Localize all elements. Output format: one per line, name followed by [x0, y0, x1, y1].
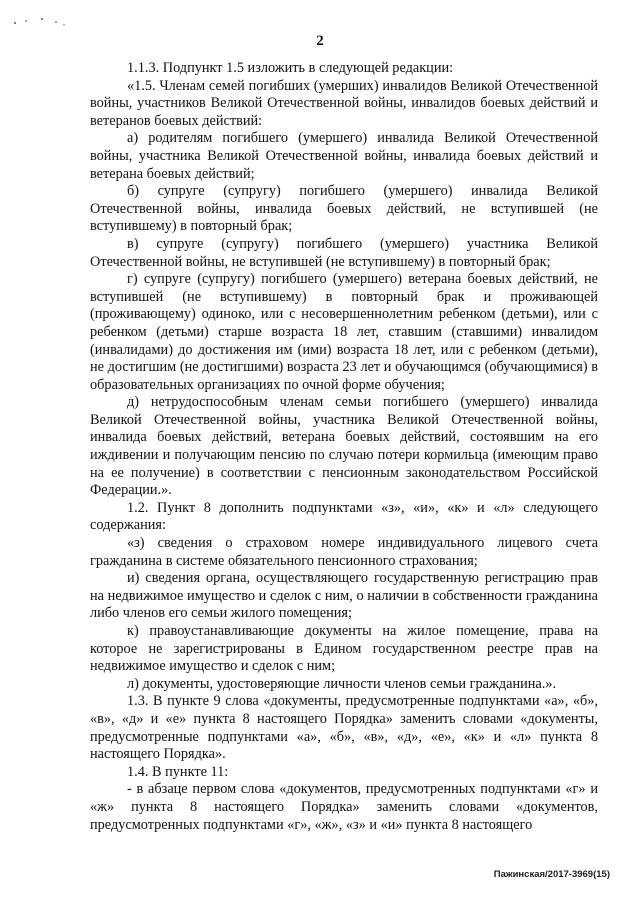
paragraph: б) супруге (супругу) погибшего (умершего) инвалида Великой Отечественной войны, инвалида боевых действий, не вступившей (не вступившему) в повторный брак;: [90, 183, 598, 235]
paragraph: в) супруге (супругу) погибшего (умершего) участника Великой Отечественной войны, не вступившей (не вступившему) в повторный брак;: [90, 235, 598, 270]
paragraph: к) правоустанавливающие документы на жилое помещение, права на которое не зарегистрированы в Едином государственном реестре прав на недвижимое имущество и сделок с ним;: [90, 623, 598, 675]
paragraph: г) супруге (супругу) погибшего (умершего) ветерана боевых действий, не вступившей (не вступившему) в повторный брак и проживающей (проживающему) одиноко, или с несовершеннолетним ребенком (детьми), или с ребенком (детьми) старше возраста 18 лет, ставшим (ставшими) инвалидом (инвалидами) до достижения им (ими) возраста 18 лет, или с ребенком (детьми), не достигшим (не достигшими) возраста 23 лет и обучающимся (обучающимися) в образовательных организациях по очной форме обучения;: [90, 271, 598, 393]
paragraph: 1.3. В пункте 9 слова «документы, предусмотренные подпунктами «а», «б», «в», «д» и «е» пункта 8 настоящего Порядка» заменить словами «документы, предусмотренные подпунктами «а», «б», «в», «д», «е», «к» и «л» пункта 8 настоящего Порядка».: [90, 693, 598, 763]
paragraph: и) сведения органа, осуществляющего государственную регистрацию прав на недвижимое имущество и сделок с ним, о наличии в собственности гражданина либо членов его семьи жилого помещения;: [90, 570, 598, 622]
document-footer-id: Пажинская/2017-3969(15): [493, 869, 610, 880]
paragraph: - в абзаце первом слова «документов, предусмотренных подпунктами «г» и «ж» пункта 8 настоящего Порядка» заменить словами «документов, предусмотренных подпунктами «г», «ж», «з» и «и» пункта 8 настоящего: [90, 781, 598, 833]
page-number: 2: [316, 33, 324, 49]
paragraph: «1.5. Членам семей погибших (умерших) инвалидов Великой Отечественной войны, участников Великой Отечественной войны, инвалидов боевых действий и ветеранов боевых действий:: [90, 77, 598, 129]
paragraph: д) нетрудоспособным членам семьи погибшего (умершего) инвалида Великой Отечественной войны, участника Великой Отечественной войны, инвалида боевых действий, ветерана боевых действий, состоявшим на его иждивении и получающим пенсию по случаю потери кормильца (имеющим право на ее получение) в соответствии с пенсионным законодательством Российской Федерации.».: [90, 394, 598, 499]
scan-artifact-dots: [12, 14, 72, 28]
paragraph: 1.4. В пункте 11:: [127, 763, 229, 780]
paragraph: «з) сведения о страховом номере индивидуального лицевого счета гражданина в системе обязательного пенсионного страхования;: [90, 535, 598, 569]
document-body: [90, 60, 598, 834]
paragraph: а) родителям погибшего (умершего) инвалида Великой Отечественной войны, участника Великой Отечественной войны, инвалида боевых действий и ветерана боевых действий;: [90, 130, 598, 182]
paragraph: 1.2. Пункт 8 дополнить подпунктами «з», «и», «к» и «л» следующего содержания:: [90, 499, 598, 534]
paragraph: л) документы, удостоверяющие личности членов семьи гражданина.».: [127, 675, 557, 692]
paragraph: 1.1.3. Подпункт 1.5 изложить в следующей редакции:: [127, 60, 454, 76]
